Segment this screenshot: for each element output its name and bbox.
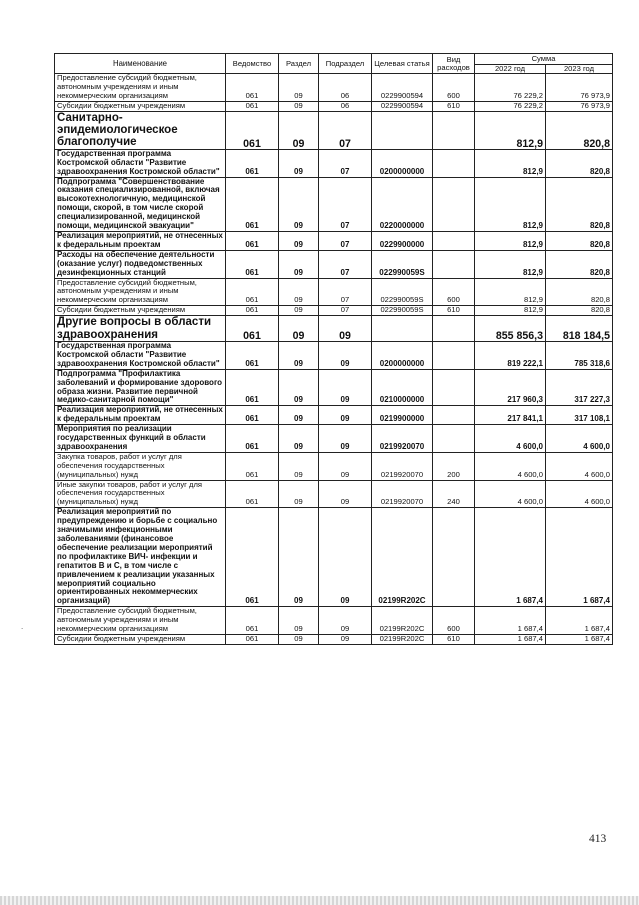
cell-name: Предоставление субсидий бюджетным, автономным учреждениям и иным некоммерческим организациям: [55, 607, 226, 635]
cell-sum-2022: 855 856,3: [475, 316, 546, 342]
cell-dept: 061: [226, 177, 279, 231]
cell-sum-2022: 4 600,0: [475, 425, 546, 453]
cell-exptype: 610: [433, 634, 475, 644]
cell-sum-2022: 812,9: [475, 111, 546, 149]
cell-sum-2023: 4 600,0: [546, 452, 613, 480]
cell-subsection: 09: [319, 406, 372, 425]
cell-sum-2022: 812,9: [475, 306, 546, 316]
header-name: Наименование: [55, 54, 226, 74]
cell-sum-2023: 820,8: [546, 278, 613, 306]
cell-exptype: [433, 149, 475, 177]
cell-subsection: 09: [319, 480, 372, 508]
cell-section: 09: [279, 232, 319, 251]
cell-section: 09: [279, 316, 319, 342]
cell-exptype: [433, 508, 475, 607]
cell-name: Расходы на обеспечение деятельности (оказание услуг) подведомственных дезинфекционных станций: [55, 250, 226, 278]
cell-dept: 061: [226, 634, 279, 644]
cell-dept: 061: [226, 316, 279, 342]
table-row: [55, 101, 613, 111]
cell-sum-2022: 812,9: [475, 177, 546, 231]
cell-sum-2022: 76 229,2: [475, 101, 546, 111]
cell-subsection: 07: [319, 111, 372, 149]
cell-target: 02199R202C: [372, 508, 433, 607]
table-row: [55, 634, 613, 644]
cell-target: 0229900594: [372, 101, 433, 111]
cell-exptype: [433, 177, 475, 231]
header-exptype: Вид расходов: [433, 54, 475, 74]
cell-target: 0219900000: [372, 406, 433, 425]
cell-subsection: 07: [319, 250, 372, 278]
cell-dept: 061: [226, 425, 279, 453]
cell-sum-2022: 1 687,4: [475, 607, 546, 635]
cell-sum-2023: 76 973,9: [546, 74, 613, 102]
cell-sum-2023: 76 973,9: [546, 101, 613, 111]
cell-exptype: [433, 316, 475, 342]
cell-name: Закупка товаров, работ и услуг для обеспечения государственных (муниципальных) нужд: [55, 452, 226, 480]
budget-page: [54, 53, 612, 645]
cell-section: 09: [279, 508, 319, 607]
table-row: [55, 452, 613, 480]
cell-subsection: 07: [319, 177, 372, 231]
cell-exptype: [433, 425, 475, 453]
cell-sum-2022: 812,9: [475, 232, 546, 251]
table-row: [55, 341, 613, 369]
cell-sum-2023: 4 600,0: [546, 480, 613, 508]
cell-dept: 061: [226, 480, 279, 508]
cell-subsection: 09: [319, 508, 372, 607]
cell-sum-2023: 820,8: [546, 306, 613, 316]
table-row: [55, 316, 613, 342]
cell-subsection: 09: [319, 634, 372, 644]
cell-exptype: 200: [433, 452, 475, 480]
cell-section: 09: [279, 406, 319, 425]
cell-subsection: 06: [319, 101, 372, 111]
cell-section: 09: [279, 480, 319, 508]
table-row: [55, 425, 613, 453]
cell-dept: 061: [226, 149, 279, 177]
cell-sum-2023: 818 184,5: [546, 316, 613, 342]
cell-dept: 061: [226, 508, 279, 607]
cell-exptype: [433, 111, 475, 149]
cell-section: 09: [279, 111, 319, 149]
header-dept: Ведомство: [226, 54, 279, 74]
cell-section: 09: [279, 425, 319, 453]
cell-subsection: 09: [319, 369, 372, 406]
cell-section: 09: [279, 250, 319, 278]
cell-subsection: 09: [319, 607, 372, 635]
cell-name: Подпрограмма "Совершенствование оказания специализированной, включая высокотехнологичную, медицинской помощи, скорой, в том числе скорой специализированной, медицинской помощи, медицинской эвакуации": [55, 177, 226, 231]
cell-sum-2023: 4 600,0: [546, 425, 613, 453]
cell-sum-2022: 1 687,4: [475, 508, 546, 607]
table-row: [55, 177, 613, 231]
cell-dept: 061: [226, 74, 279, 102]
cell-sum-2023: 1 687,4: [546, 607, 613, 635]
cell-target: [372, 316, 433, 342]
margin-mark: .: [21, 622, 24, 631]
cell-section: 09: [279, 278, 319, 306]
table-row: [55, 508, 613, 607]
cell-dept: 061: [226, 369, 279, 406]
cell-subsection: 07: [319, 278, 372, 306]
cell-dept: 061: [226, 306, 279, 316]
cell-target: [372, 111, 433, 149]
cell-target: 0229900000: [372, 232, 433, 251]
cell-exptype: [433, 369, 475, 406]
cell-name: Государственная программа Костромской области "Развитие здравоохранения Костромской области": [55, 149, 226, 177]
cell-subsection: 07: [319, 306, 372, 316]
cell-sum-2023: 820,8: [546, 111, 613, 149]
cell-section: 09: [279, 177, 319, 231]
cell-section: 09: [279, 452, 319, 480]
cell-dept: 061: [226, 452, 279, 480]
header-sum: Сумма: [475, 54, 613, 65]
table-row: [55, 149, 613, 177]
cell-sum-2022: 1 687,4: [475, 634, 546, 644]
cell-section: 09: [279, 369, 319, 406]
cell-exptype: 610: [433, 306, 475, 316]
cell-dept: 061: [226, 607, 279, 635]
cell-target: 0219920070: [372, 452, 433, 480]
cell-sum-2023: 820,8: [546, 232, 613, 251]
table-row: [55, 232, 613, 251]
cell-exptype: 610: [433, 101, 475, 111]
cell-exptype: [433, 406, 475, 425]
cell-name: Другие вопросы в области здравоохранения: [55, 316, 226, 342]
header-year-2023: 2023 год: [546, 65, 613, 74]
cell-name: Субсидии бюджетным учреждениям: [55, 634, 226, 644]
cell-dept: 061: [226, 278, 279, 306]
cell-name: Государственная программа Костромской области "Развитие здравоохранения Костромской области": [55, 341, 226, 369]
cell-dept: 061: [226, 341, 279, 369]
cell-sum-2023: 317 227,3: [546, 369, 613, 406]
cell-name: Реализация мероприятий по предупреждению и борьбе с социально значимыми инфекционными заболеваниями (финансовое обеспечение реализации мероприятий по профилактике ВИЧ- инфекции и гепатитов В и С, в том числе с привлечением к реализации указанных мероприятий социально ориентированных некоммерческих организаций): [55, 508, 226, 607]
cell-subsection: 09: [319, 316, 372, 342]
cell-sum-2022: 819 222,1: [475, 341, 546, 369]
table-row: [55, 406, 613, 425]
cell-exptype: [433, 250, 475, 278]
cell-name: Реализация мероприятий, не отнесенных к федеральным проектам: [55, 232, 226, 251]
scan-edge: [0, 896, 639, 905]
cell-dept: 061: [226, 101, 279, 111]
cell-exptype: 240: [433, 480, 475, 508]
cell-sum-2022: 4 600,0: [475, 452, 546, 480]
cell-target: 0200000000: [372, 341, 433, 369]
cell-exptype: 600: [433, 607, 475, 635]
cell-subsection: 07: [319, 149, 372, 177]
cell-exptype: [433, 341, 475, 369]
table-row: [55, 480, 613, 508]
cell-sum-2023: 1 687,4: [546, 508, 613, 607]
budget-table: [54, 53, 613, 645]
cell-exptype: 600: [433, 278, 475, 306]
table-row: [55, 607, 613, 635]
cell-dept: 061: [226, 111, 279, 149]
cell-section: 09: [279, 149, 319, 177]
cell-target: 0219920070: [372, 480, 433, 508]
cell-name: Мероприятия по реализации государственных функций в области здравоохранения: [55, 425, 226, 453]
header-target: Целевая статья: [372, 54, 433, 74]
cell-section: 09: [279, 634, 319, 644]
cell-dept: 061: [226, 232, 279, 251]
cell-sum-2022: 812,9: [475, 149, 546, 177]
cell-name: Подпрограмма "Профилактика заболеваний и формирование здорового образа жизни. Развитие первичной медико-санитарной помощи": [55, 369, 226, 406]
cell-name: Предоставление субсидий бюджетным, автономным учреждениям и иным некоммерческим организациям: [55, 74, 226, 102]
cell-sum-2023: 820,8: [546, 177, 613, 231]
cell-target: 0219920070: [372, 425, 433, 453]
cell-sum-2023: 820,8: [546, 250, 613, 278]
cell-section: 09: [279, 607, 319, 635]
cell-subsection: 06: [319, 74, 372, 102]
cell-sum-2022: 76 229,2: [475, 74, 546, 102]
page-number: 413: [589, 833, 607, 845]
table-row: [55, 369, 613, 406]
cell-sum-2022: 217 841,1: [475, 406, 546, 425]
cell-name: Субсидии бюджетным учреждениям: [55, 101, 226, 111]
cell-name: Предоставление субсидий бюджетным, автономным учреждениям и иным некоммерческим организациям: [55, 278, 226, 306]
table-body: [55, 74, 613, 645]
cell-section: 09: [279, 101, 319, 111]
cell-subsection: 09: [319, 425, 372, 453]
table-row: [55, 74, 613, 102]
cell-target: 0200000000: [372, 149, 433, 177]
cell-subsection: 09: [319, 452, 372, 480]
cell-target: 0229900594: [372, 74, 433, 102]
cell-sum-2023: 820,8: [546, 149, 613, 177]
cell-dept: 061: [226, 406, 279, 425]
cell-name: Санитарно-эпидемиологическое благополучие: [55, 111, 226, 149]
cell-section: 09: [279, 341, 319, 369]
cell-target: 02199R202C: [372, 634, 433, 644]
cell-section: 09: [279, 74, 319, 102]
cell-sum-2022: 812,9: [475, 278, 546, 306]
cell-target: 022990059S: [372, 278, 433, 306]
header-subsection: Подраздел: [319, 54, 372, 74]
cell-exptype: [433, 232, 475, 251]
cell-sum-2023: 785 318,6: [546, 341, 613, 369]
cell-exptype: 600: [433, 74, 475, 102]
cell-sum-2023: 317 108,1: [546, 406, 613, 425]
cell-name: Реализация мероприятий, не отнесенных к федеральным проектам: [55, 406, 226, 425]
table-row: [55, 111, 613, 149]
cell-name: Иные закупки товаров, работ и услуг для обеспечения государственных (муниципальных) нужд: [55, 480, 226, 508]
cell-sum-2023: 1 687,4: [546, 634, 613, 644]
cell-target: 02199R202C: [372, 607, 433, 635]
header-section: Раздел: [279, 54, 319, 74]
cell-target: 022990059S: [372, 250, 433, 278]
cell-target: 0210000000: [372, 369, 433, 406]
cell-target: 022990059S: [372, 306, 433, 316]
table-row: [55, 250, 613, 278]
cell-section: 09: [279, 306, 319, 316]
cell-target: 0220000000: [372, 177, 433, 231]
cell-subsection: 07: [319, 232, 372, 251]
cell-subsection: 09: [319, 341, 372, 369]
cell-name: Субсидии бюджетным учреждениям: [55, 306, 226, 316]
cell-sum-2022: 4 600,0: [475, 480, 546, 508]
table-row: [55, 306, 613, 316]
cell-sum-2022: 217 960,3: [475, 369, 546, 406]
cell-dept: 061: [226, 250, 279, 278]
table-row: [55, 278, 613, 306]
header-year-2022: 2022 год: [475, 65, 546, 74]
cell-sum-2022: 812,9: [475, 250, 546, 278]
